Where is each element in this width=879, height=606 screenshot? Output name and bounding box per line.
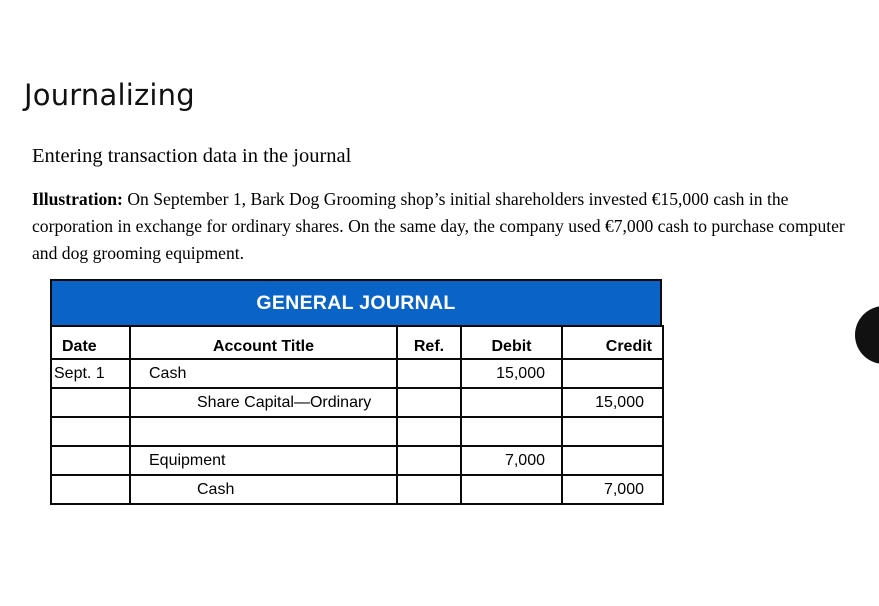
page-title: Journalizing (24, 78, 195, 112)
column-header-date: Date (51, 326, 130, 359)
table-row (51, 446, 663, 475)
credit-cell: 15,000 (562, 388, 663, 417)
date-cell (51, 475, 130, 504)
column-header-account-title: Account Title (130, 326, 397, 359)
debit-cell: 7,000 (461, 446, 562, 475)
debit-cell: 15,000 (461, 359, 562, 388)
ref-cell (397, 475, 461, 504)
debit-cell (461, 417, 562, 446)
account-cell (130, 417, 397, 446)
subtitle: Entering transaction data in the journal (32, 145, 352, 167)
account-cell: Share Capital—Ordinary (130, 388, 397, 417)
date-cell (51, 417, 130, 446)
debit-cell (461, 388, 562, 417)
journal-title: GENERAL JOURNAL (50, 279, 662, 325)
ref-cell (397, 359, 461, 388)
account-cell: Equipment (130, 446, 397, 475)
illustration-paragraph (32, 186, 872, 267)
column-header-debit: Debit (461, 326, 562, 359)
journal-header-row (51, 326, 663, 359)
table-row (51, 359, 663, 388)
credit-cell (562, 446, 663, 475)
credit-cell: 7,000 (562, 475, 663, 504)
column-header-credit: Credit (562, 326, 663, 359)
slide-nav-button[interactable] (855, 306, 879, 364)
ref-cell (397, 446, 461, 475)
date-cell: Sept. 1 (51, 359, 130, 388)
illustration-label: Illustration: (32, 189, 123, 209)
illustration-text: On September 1, Bark Dog Grooming shop’s initial shareholders invested €15,000 cash in the corporation in exchange for ordinary shares. On the same day, the company used €7,000 cash to purchase computer and dog grooming equipment. (32, 189, 845, 263)
debit-cell (461, 475, 562, 504)
account-cell: Cash (130, 359, 397, 388)
column-header-ref: Ref. (397, 326, 461, 359)
account-cell: Cash (130, 475, 397, 504)
journal-table (50, 325, 664, 505)
credit-cell (562, 417, 663, 446)
table-row (51, 417, 663, 446)
date-cell (51, 388, 130, 417)
ref-cell (397, 388, 461, 417)
general-journal (50, 279, 662, 505)
table-row (51, 388, 663, 417)
credit-cell (562, 359, 663, 388)
date-cell (51, 446, 130, 475)
table-row (51, 475, 663, 504)
ref-cell (397, 417, 461, 446)
